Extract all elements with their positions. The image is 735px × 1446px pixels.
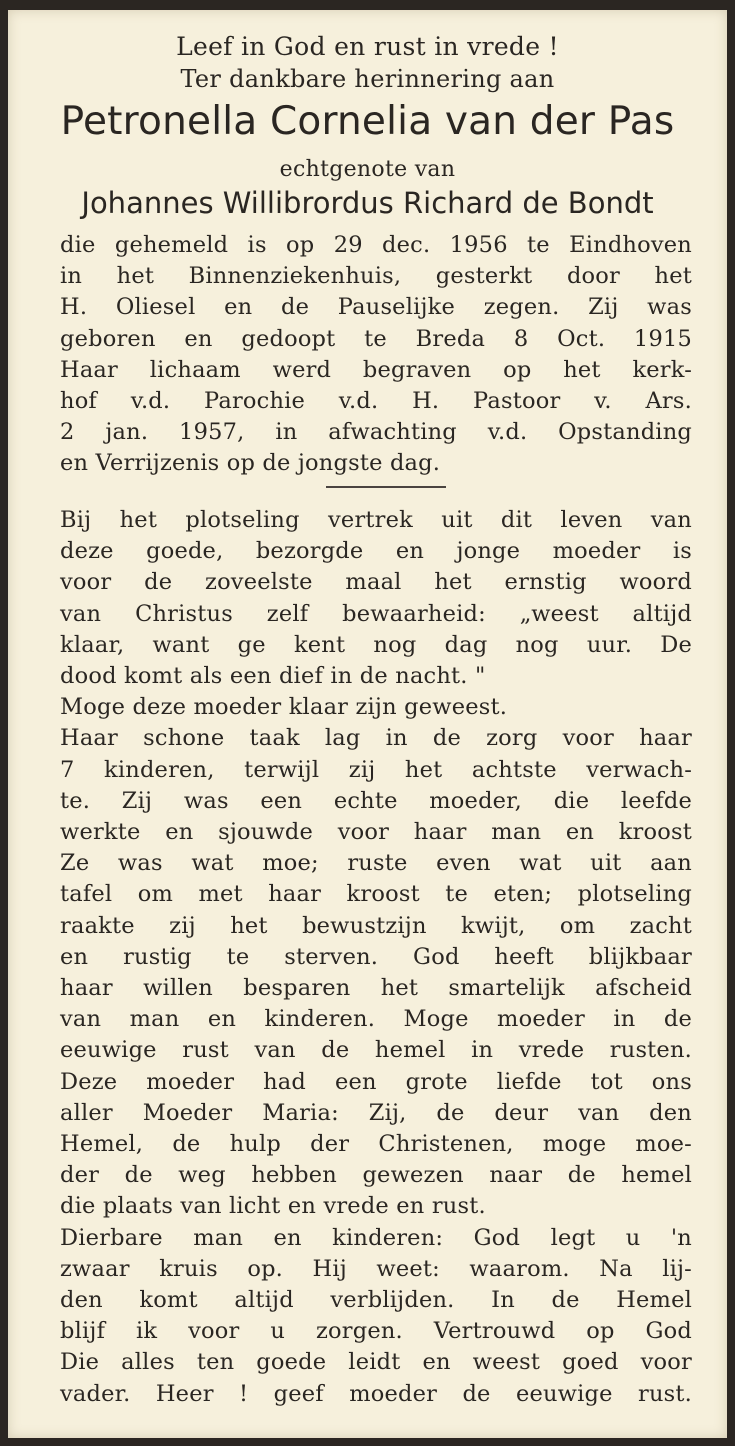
biography-line: 2 jan. 1957, in afwachting v.d. Opstanding (60, 419, 692, 446)
biography-line: en Verrijzenis op de jongste dag. (60, 450, 441, 477)
deceased-name: Petronella Cornelia van der Pas (60, 99, 675, 144)
meditation-line: Dierbare man en kinderen: God legt u 'n (60, 1224, 692, 1251)
spouse-name: Johannes Willibrordus Richard de Bondt (81, 186, 654, 220)
meditation-line: klaar, want ge kent nog dag nog uur. De (60, 631, 692, 658)
biography-line: H. Oliesel en de Pauselijke zegen. Zij was (60, 294, 692, 321)
meditation-line: van Christus zelf bewaarheid: „weest altijd (60, 600, 692, 627)
meditation-line: aller Moeder Maria: Zij, de deur van den (60, 1099, 692, 1126)
remembrance-line: Ter dankbare herinnering aan (180, 65, 555, 93)
meditation-line: 7 kinderen, terwijl zij het achtste verwach- (60, 756, 692, 783)
memorial-card (8, 10, 727, 1438)
meditation-line: zwaar kruis op. Hij weet: waarom. Na lij- (60, 1255, 692, 1282)
meditation-line: Die alles ten goede leidt en weest goed voor (60, 1349, 692, 1376)
biography-line: Haar lichaam werd begraven op het kerk- (60, 356, 692, 383)
meditation-line: blijf ik voor u zorgen. Vertrouwd op God (60, 1318, 692, 1345)
meditation-line: vader. Heer ! geef moeder de eeuwige rust. (60, 1380, 692, 1407)
meditation-line: Moge deze moeder klaar zijn geweest. (60, 694, 508, 721)
spouse-of-line: echtgenote van (279, 157, 456, 182)
meditation-line: haar willen besparen het smartelijk afscheid (60, 975, 692, 1002)
meditation-line: die plaats van licht en vrede en rust. (60, 1193, 486, 1220)
meditation-line: te. Zij was een echte moeder, die leefde (60, 787, 692, 814)
meditation-line: tafel om met haar kroost te eten; plotseling (60, 881, 692, 908)
meditation-line: Hemel, de hulp der Christenen, moge moe- (60, 1131, 692, 1158)
biography-paragraph (60, 230, 692, 480)
meditation-line: voor de zoveelste maal het ernstig woord (60, 569, 692, 596)
meditation-line: Ze was wat moe; ruste even wat uit aan (60, 850, 692, 877)
meditation-line: Bij het plotseling vertrek uit dit leven van (60, 507, 692, 533)
biography-line: in het Binnenziekenhuis, gesterkt door het (60, 263, 692, 290)
biography-line: hof v.d. Parochie v.d. H. Pastoor v. Ars. (60, 388, 692, 415)
meditation-line: werkte en sjouwde voor haar man en kroost (60, 819, 692, 846)
meditation-line: der de weg hebben gewezen naar de hemel (60, 1162, 692, 1189)
meditation-line: van man en kinderen. Moge moeder in de (60, 1006, 692, 1033)
meditation-line: Deze moeder had een grote liefde tot ons (60, 1068, 692, 1095)
meditation-line: den komt altijd verblijden. In de Hemel (60, 1287, 692, 1314)
meditation-line: deze goede, bezorgde en jonge moeder is (60, 538, 692, 565)
meditation-paragraph (60, 505, 692, 1410)
meditation-line: raakte zij het bewustzijn kwijt, om zacht (60, 912, 692, 939)
biography-line: die gehemeld is op 29 dec. 1956 te Eindhoven (60, 232, 692, 258)
meditation-line: en rustig te sterven. God heeft blijkbaar (60, 943, 692, 970)
meditation-line: dood komt als een dief in de nacht. " (60, 663, 486, 690)
blessing-line: Leef in God en rust in vrede ! (176, 32, 559, 61)
biography-line: geboren en gedoopt te Breda 8 Oct. 1915 (60, 325, 692, 352)
meditation-line: eeuwige rust van de hemel in vrede rusten. (60, 1037, 692, 1064)
section-divider (326, 486, 446, 488)
meditation-line: Haar schone taak lag in de zorg voor haar (60, 725, 692, 752)
